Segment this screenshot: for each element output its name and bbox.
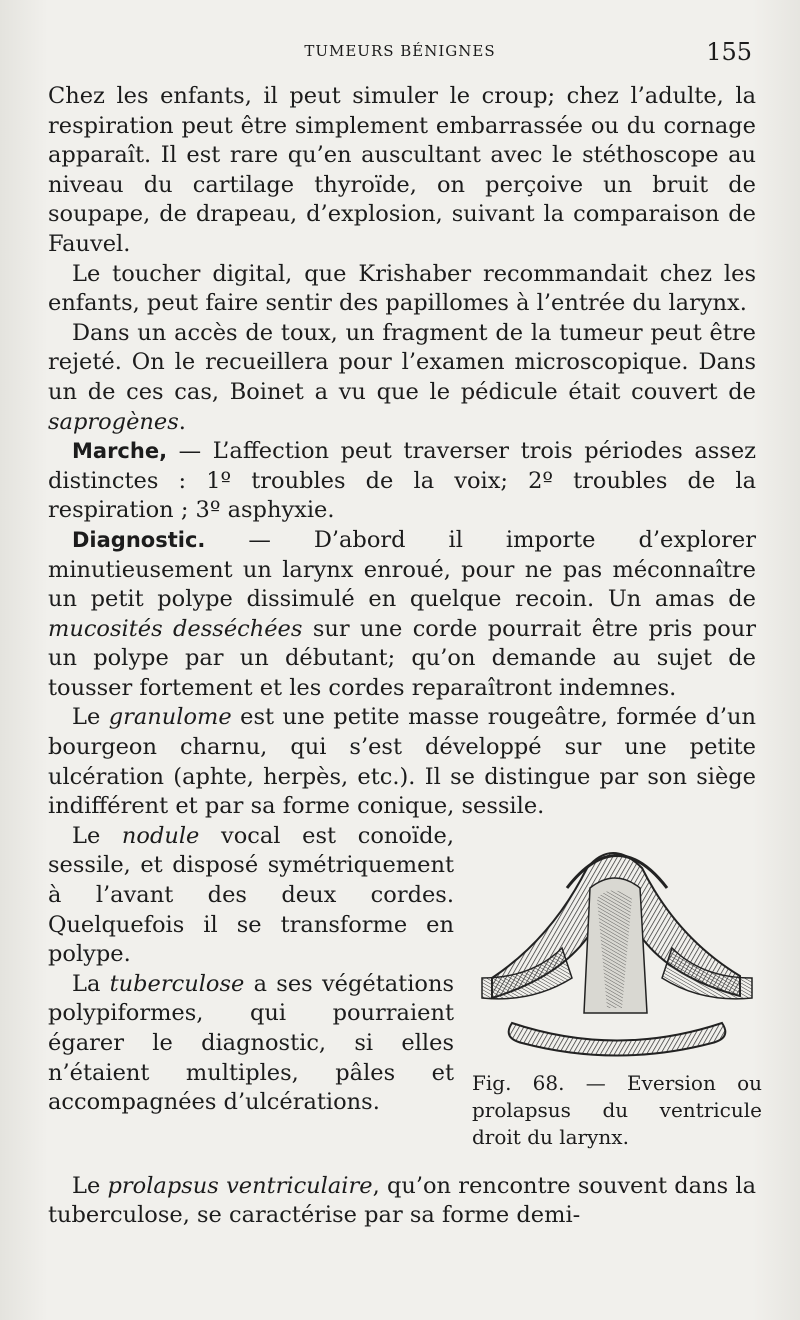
text: Le (72, 1172, 108, 1199)
text: . (178, 408, 186, 435)
page-number: 155 (706, 38, 752, 66)
text: est une petite masse rougeâtre, formée d’un bourgeon charnu, qui s’est développé sur une petite ulcération (aphte, herpès, etc.). Il se distingue par son siège indifférent et par sa forme conique, sessile. (48, 704, 756, 820)
text: — L’affection peut traverser trois périodes assez distinctes : 1º troubles de la voix; 2º troubles de la respiration ; 3º asphyxie. (48, 438, 756, 524)
body-text (48, 82, 762, 1231)
paragraph: Chez les enfants, il peut simuler le croup; chez l’adulte, la respiration peut être simplement embarrassée ou du cornage apparaît. Il est rare qu’en auscultant avec le stéthoscope au niveau du cartilage thyroïde, on perçoive un bruit de soupape, de drapeau, d’explosion, suivant la comparaison de Fauvel. (48, 83, 756, 257)
paragraph (48, 437, 756, 526)
italic-term: nodule (121, 822, 200, 849)
italic-term: tuberculose (109, 970, 245, 997)
figure-caption: Fig. 68. — Eversion ou prolapsus du ventricule droit du larynx. (472, 1070, 762, 1149)
text: sur une corde pourrait être pris pour un polype par un débutant; qu’on demande au sujet de tousser fortement et les cordes reparaîtront indemnes. (48, 615, 757, 701)
running-title: TUMEURS BÉNIGNES (304, 42, 496, 60)
paragraph (48, 526, 756, 704)
text: — D’abord il importe d’explorer minutieusement un larynx enroué, pour ne pas méconnaître un petit polype dissimulé en quelque recoin. Un amas de (48, 526, 756, 613)
italic-term: mucosités desséchées (48, 615, 303, 642)
italic-term: saprogènes (48, 408, 179, 435)
text: a ses végétations polypiformes, qui pourraient égarer le diagnostic, si elles n’étaient multiples, pâles et accompagnées d’ulcérations. (48, 970, 454, 1116)
figure-68 (472, 828, 762, 1168)
paragraph (48, 319, 756, 437)
text: , qu’on rencontre souvent dans la tuberculose, se caractérise par sa forme demi- (48, 1172, 756, 1229)
figure-wrap (48, 822, 762, 1172)
section-heading: Diagnostic. (72, 527, 206, 552)
text: La (72, 970, 110, 997)
text: Dans un accès de toux, un fragment de la tumeur peut être rejeté. On le recueillera pour l’examen microscopique. Dans un de ces cas, Boinet a vu que le pédicule était couvert de (48, 319, 756, 405)
text: Le (72, 704, 109, 731)
text: Le (72, 822, 122, 849)
italic-term: granulome (108, 704, 232, 731)
paragraph (48, 1172, 756, 1231)
page-header (0, 38, 800, 68)
paragraph: Le toucher digital, que Krishaber recommandait chez les enfants, peut faire sentir des papillomes à l’entrée du larynx. (48, 260, 756, 317)
section-heading: Marche, (72, 439, 168, 464)
larynx-illustration (472, 828, 762, 1063)
paragraph (48, 703, 756, 821)
text: vocal est conoïde, sessile, et disposé symétriquement à l’avant des deux cordes. Quelquefois il se transforme en polype. (48, 822, 454, 968)
italic-term: prolapsus ventriculaire (107, 1172, 373, 1199)
